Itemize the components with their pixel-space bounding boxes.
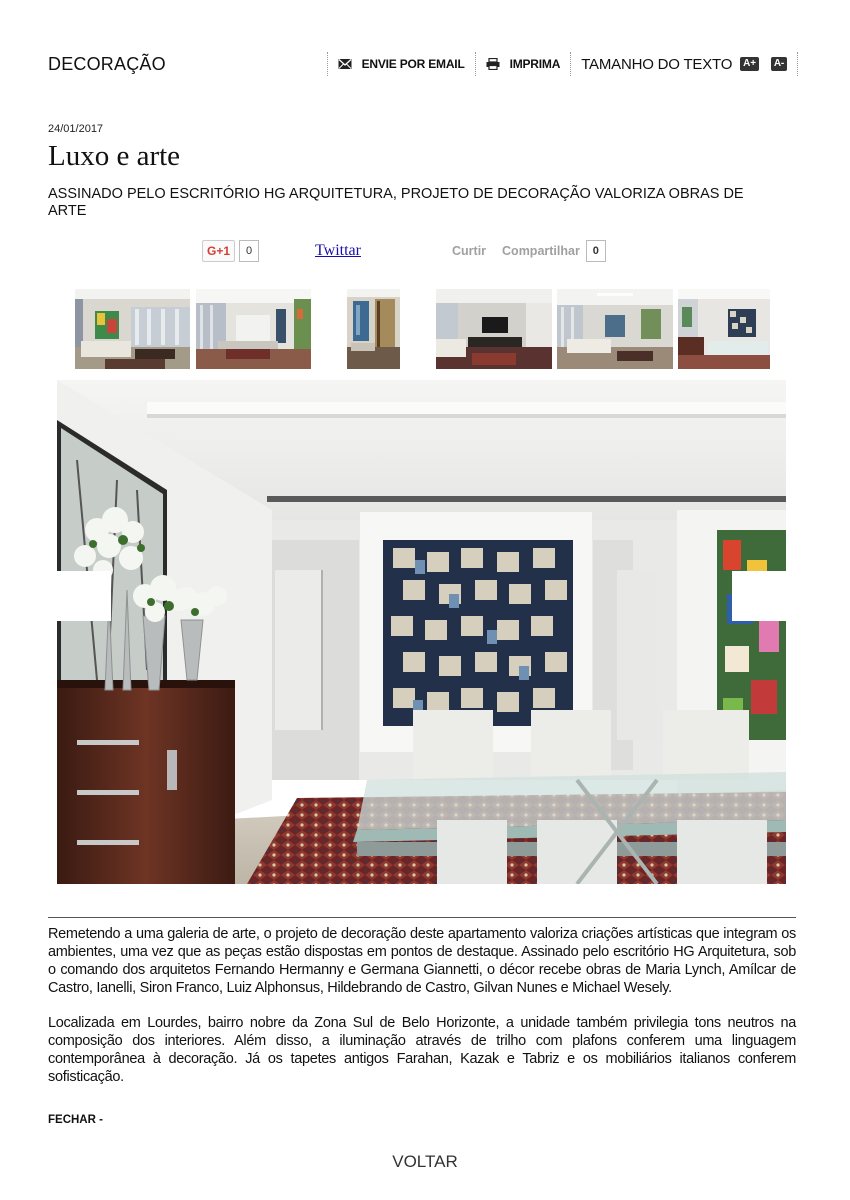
thumbnail-2[interactable] (196, 289, 311, 369)
thumbnail-1[interactable] (75, 289, 190, 369)
share-count: 0 (586, 240, 606, 262)
thumbnail-3[interactable] (347, 289, 400, 369)
back-link[interactable]: VOLTAR (392, 1152, 458, 1171)
article-paragraph-1: Remetendo a uma galeria de arte, o projeto de decoração deste apartamento valoriza criações artísticas que integram os ambientes, uma vez que as peças estão dispostas em pontos de destaque. Assinado pelo escritório HG Arquitetura, sob o comando dos arquitetos Fernando Hermanny e Germana Giannetti, o décor recebe obras de Maria Lynch, Amílcar de Castro, Ianelli, Siron Franco, Luiz Alphonsus, Hildebrando de Castro, Gilvan Nunes e Michael Wesely. (48, 926, 796, 996)
page-title: Luxo e arte (48, 140, 181, 172)
text-size-label: TAMANHO DO TEXTO (581, 55, 733, 73)
text-decrease-button[interactable]: A- (771, 57, 787, 71)
close-link[interactable]: FECHAR - (48, 1114, 103, 1126)
gplus-button[interactable]: G+1 (202, 240, 235, 262)
gplus-widget (202, 240, 259, 262)
social-bar (0, 240, 850, 264)
gplus-count: 0 (239, 240, 259, 262)
print-button[interactable] (475, 52, 571, 76)
envelope-icon (338, 58, 352, 70)
article-paragraph-2: Localizada em Lourdes, bairro nobre da Zona Sul de Belo Horizonte, a unidade também privilegia tons neutros na composição dos interiores. Além disso, a iluminação através de trilho com plafons conferem uma linguagem contemporânea à decoração. Já os tapetes antigos Farahan, Kazak e Tabriz e os mobiliários italianos conferem sofisticação. (48, 1015, 796, 1085)
print-label: IMPRIMA (509, 57, 561, 71)
main-photo (57, 380, 786, 884)
email-button[interactable] (327, 52, 475, 76)
text-increase-button[interactable]: A+ (740, 57, 759, 71)
article-body (48, 925, 796, 1103)
section-title: DECORAÇÃO (48, 53, 166, 74)
next-photo-button[interactable] (732, 571, 786, 621)
text-size-control (570, 52, 798, 76)
divider (48, 917, 796, 918)
printer-icon (486, 58, 500, 70)
article-date: 24/01/2017 (48, 123, 104, 135)
prev-photo-button[interactable] (57, 571, 111, 621)
thumbnail-6[interactable] (678, 289, 770, 369)
article-header (48, 50, 798, 78)
dining-room-photo (57, 380, 786, 884)
email-label: ENVIE POR EMAIL (361, 57, 465, 71)
article-tools (327, 50, 798, 78)
thumbnail-4[interactable] (436, 289, 552, 369)
share-button[interactable]: Compartilhar (502, 244, 580, 258)
thumbnail-5[interactable] (557, 289, 673, 369)
article-subtitle: ASSINADO PELO ESCRITÓRIO HG ARQUITETURA, PROJETO DE DECORAÇÃO VALORIZA OBRAS DE ARTE (48, 186, 744, 219)
facebook-widget (452, 240, 606, 262)
thumbnail-strip (0, 289, 850, 371)
twitter-link[interactable]: Twittar (315, 242, 361, 259)
like-button[interactable]: Curtir (452, 244, 487, 258)
